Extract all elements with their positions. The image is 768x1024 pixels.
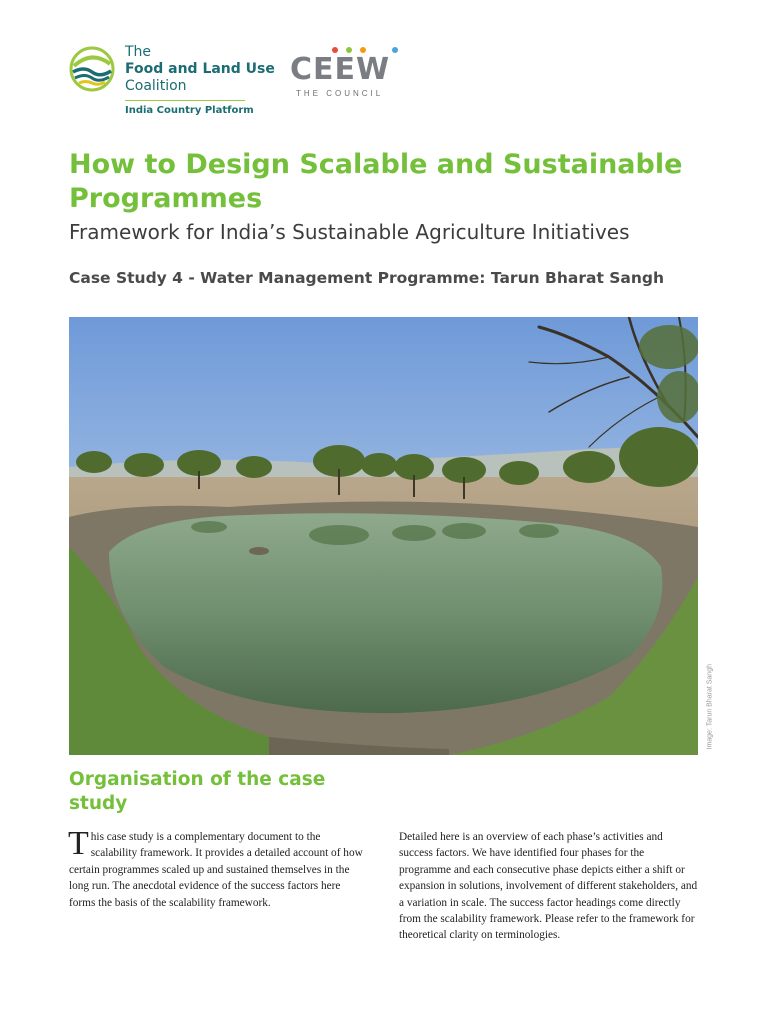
pond-photo <box>69 317 698 755</box>
folu-line3: Coalition <box>125 78 187 94</box>
overview-paragraph <box>399 829 699 944</box>
page-subtitle: Framework for India’s Sustainable Agriculture Initiatives <box>69 220 630 244</box>
ceew-subtitle: THE COUNCIL <box>296 89 384 98</box>
image-credit-text: Image: Tarun Bharat Sangh <box>706 664 714 750</box>
folu-line2: Food and Land Use <box>125 61 275 77</box>
intro-text: his case study is a complementary document to the scalability framework. It provides a detailed account of how certain programmes scaled up and sustained themselves in the long run. The anecdotal evidence of the success factors here forms the basis of the scalability framework. <box>69 831 363 909</box>
folu-line1: The <box>125 44 152 60</box>
ceew-dot-blue <box>392 47 398 53</box>
ceew-word: CEEW <box>290 52 391 87</box>
image-credit <box>700 652 712 752</box>
folu-divider <box>125 100 245 101</box>
overview-text: Detailed here is an overview of each phase’s activities and success factors. We have identified four phases for the programme and each consecutive phase depicts either a shift or expansion in solutions, involvement of different stakeholders, and a variation in scale. The success factor headings come directly from the scalability framework. Please refer to the framework for theoretical clarity on terminologies. <box>399 831 698 942</box>
folu-platform: India Country Platform <box>125 105 254 116</box>
folu-wordmark <box>125 44 275 116</box>
section-heading: Organisation of the case study <box>69 769 326 814</box>
folu-logo <box>68 46 116 92</box>
drop-cap: T <box>68 825 89 862</box>
intro-paragraph <box>68 825 369 911</box>
ceew-logo <box>290 44 406 100</box>
page-title: How to Design Scalable and Sustainable Programmes <box>69 149 683 214</box>
case-study-heading: Case Study 4 - Water Management Programme: Tarun Bharat Sangh <box>69 269 665 287</box>
